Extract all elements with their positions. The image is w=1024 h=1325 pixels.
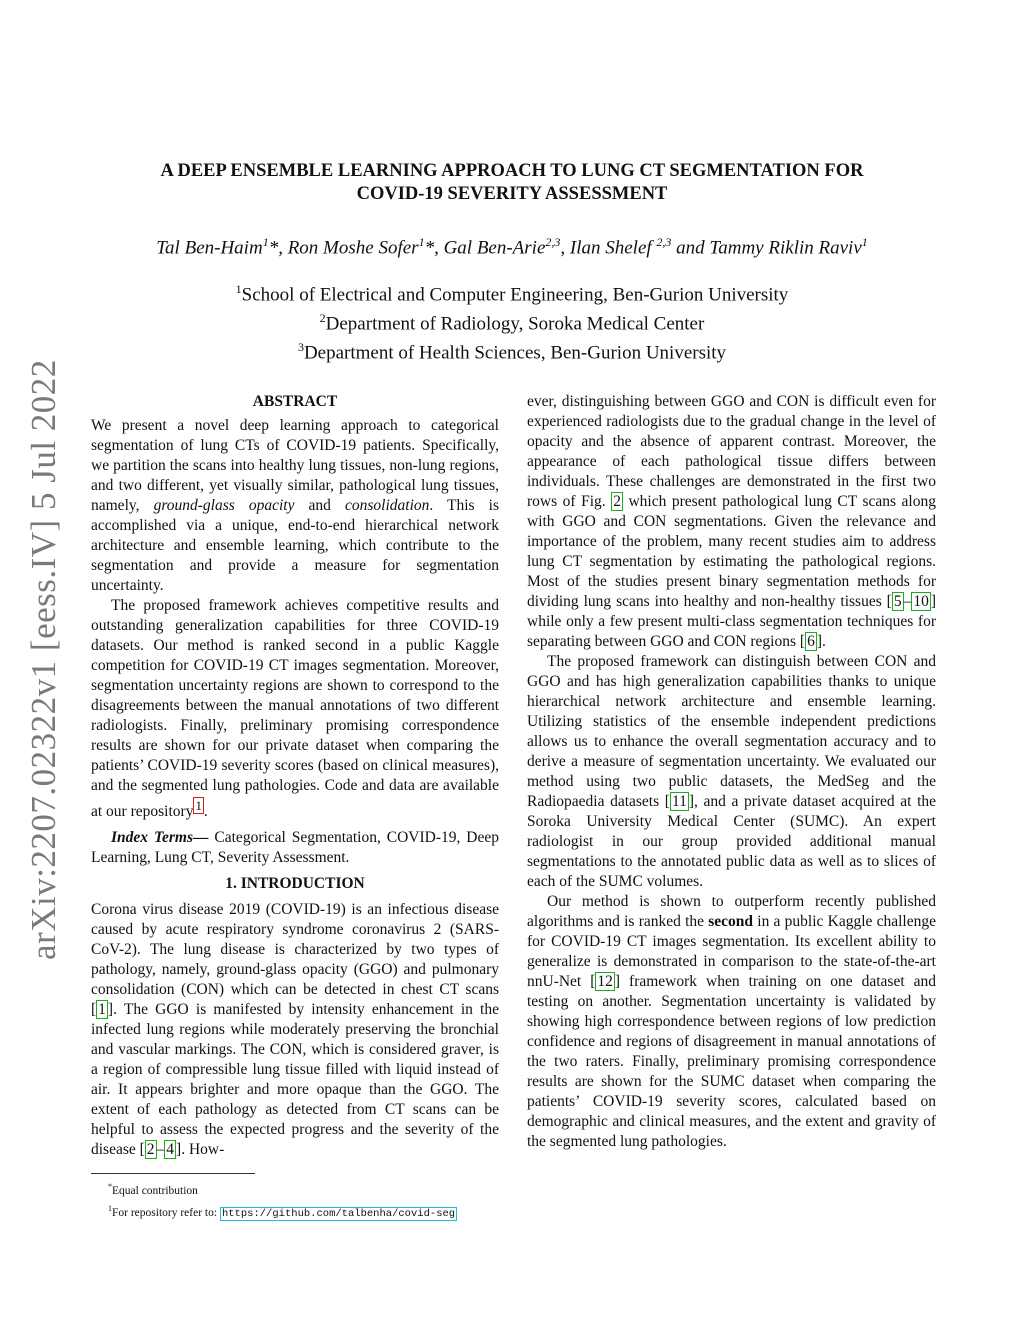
left-column	[91, 392, 499, 1160]
footnote-text: Equal contribution	[112, 1184, 198, 1197]
footnotes	[108, 1178, 528, 1223]
footnote-mark: 1	[108, 1203, 112, 1213]
author-sep: *,	[424, 237, 444, 259]
title-line-1: A DEEP ENSEMBLE LEARNING APPROACH TO LUNG CT SEGMENTATION FOR	[160, 161, 864, 181]
text-run: ].	[816, 633, 826, 650]
affiliation-1	[100, 278, 924, 307]
author-sep: and	[671, 237, 710, 259]
index-terms-text: Categorical Segmentation, COVID-19, Deep Learning, Lung CT, Severity Assessment.	[91, 829, 500, 867]
figure-link[interactable]: 2	[613, 493, 621, 510]
abstract-heading: ABSTRACT	[252, 393, 338, 410]
author-name: Ron Moshe Sofer	[287, 237, 419, 259]
strong-text: second	[708, 913, 754, 930]
author-sep: *,	[268, 237, 288, 259]
text-run: ]. The GGO is manifested by intensity enhancement in the infected lung regions while moderately preserving the bronchial and vascular markings. The CON, which is considered graver, is a region of compressible lung tissue filled with liquid instead of air. It appears brighter and more opaque than the GGO. The extent of each pathology as detected from CT scans can be helpful to assess the expected progress and the severity of the disease [	[91, 1001, 499, 1159]
author-name: Tal Ben-Haim	[156, 237, 263, 259]
text-run: Our method is shown to outperform recently published algorithms and is ranked the	[527, 893, 936, 930]
text-run: which present pathological lung CT scans along with GGO and CON segmentations. Given the relevance and importance of the problem, many recent studies aim to address lung CT segmentation by estimating the pathological regions. Most of the studies present binary segmentation methods for dividing lung scans into healthy and non-healthy tissues [	[527, 493, 936, 610]
affiliation-2	[100, 307, 924, 336]
citation-link[interactable]: 11	[671, 793, 687, 810]
title-line-2: COVID-19 SEVERITY ASSESSMENT	[356, 184, 668, 204]
text-run: The proposed framework can distinguish between CON and GGO and has high generalization capabilities thanks to unique hierarchical network architecture and ensemble learning. Utilizing statistics of the ensemble independent predictions allows us to enhance the overall segmentation accuracy and to derive a measure of segmentation uncertainty. We evaluated our method using two public datasets, the MedSeg and the Radiopaedia datasets [	[527, 653, 936, 810]
text-run: ] while only a few present multi-class segmentation techniques for separating between GGO and CON regions [	[527, 593, 936, 650]
text-run: and	[294, 497, 345, 514]
text-run: –	[156, 1141, 165, 1159]
author-name: Tammy Riklin Raviv	[709, 237, 862, 259]
affiliation-text: Department of Health Sciences, Ben-Gurion University	[303, 341, 727, 363]
text-run: We present a novel deep learning approach to categorical segmentation of lung CTs of COVID-19 patients. Specifically, we partition the scans into healthy lung tissues, non-lung regions, and two different, yet visually similar, pathological lung tissues, namely,	[91, 417, 499, 514]
abstract-paragraph-2	[91, 596, 499, 822]
author-affil-sup: 2,3	[656, 235, 672, 249]
author-affil-sup: 2,3	[545, 235, 561, 249]
paper-title	[100, 160, 924, 206]
footnote-link[interactable]: 1	[195, 798, 202, 813]
footnote-equal	[108, 1178, 528, 1200]
intro-paragraph-3	[527, 892, 936, 1152]
affiliation-sup: 1	[235, 282, 242, 296]
text-run: The proposed framework achieves competitive results and outstanding generalization capabilities for three COVID-19 datasets. Our method is ranked second in a public Kaggle competition for COVID-19 CT images segmentation. Moreover, segmentation uncertainty regions are shown to correspond to the disagreements between the manual annotations of two different radiologists. Finally, preliminary promising correspondence results are shown for our private dataset when comparing the patients’ COVID-19 severity scores (based on clinical measures), and the segmented lung pathologies. Code and data are available at our repository	[91, 597, 499, 821]
author-name: Ilan Shelef	[569, 237, 657, 259]
index-terms-label: Index Terms—	[111, 829, 209, 847]
text-run: –	[903, 593, 912, 610]
text-run: ]. How-	[176, 1141, 225, 1159]
intro-paragraph-1	[91, 900, 499, 1160]
author-affil-sup: 1	[262, 235, 269, 249]
emphasis: consolidation	[344, 497, 430, 514]
text-run: .	[203, 803, 208, 821]
affiliation-sup: 2	[319, 310, 326, 325]
citation-link[interactable]: 12	[597, 973, 613, 990]
introduction-heading: 1. INTRODUCTION	[225, 875, 365, 893]
intro-paragraph-2	[527, 652, 936, 892]
emphasis: ground-glass opacity	[153, 497, 295, 514]
affiliations	[100, 278, 924, 364]
right-column	[527, 392, 936, 1152]
abstract-paragraph-1	[91, 416, 499, 596]
footnote-repository	[108, 1200, 528, 1223]
footnote-mark: *	[108, 1182, 112, 1191]
author-sep: ,	[560, 237, 570, 259]
author-affil-sup: 1	[861, 235, 868, 249]
author-list	[60, 230, 964, 260]
affiliation-3	[100, 336, 924, 365]
citation-link[interactable]: 5	[893, 593, 902, 610]
author-affil-sup: 1	[418, 235, 425, 249]
text-run: ] framework when training on one dataset and testing on another. Segmentation uncertainty is validated by showing high correspondence between regions of low prediction confidence and regions of disagreement in manual annotations of the two raters. Finally, preliminary promising correspondence results are shown for the SUMC dataset when comparing the patients’ COVID-19 severity scores, calculated based on demographic and clinical measures, and the extent and gravity of the segmented lung pathologies.	[527, 973, 936, 1150]
citation-link[interactable]: 10	[913, 593, 929, 610]
text-run: ever, distinguishing between GGO and CON is difficult even for experienced radiologists due to the gradual change in the level of opacity and the absence of apparent contrast. Moreover, the appearance of each pathological tissue differs between individuals. These challenges are demonstrated in the first two rows of Fig.	[527, 393, 936, 510]
footnote-text: For repository refer to:	[112, 1206, 220, 1219]
citation-link[interactable]: 2	[146, 1141, 155, 1159]
index-terms	[91, 828, 499, 868]
intro-paragraph-1-continued	[527, 392, 936, 652]
affiliation-sup: 3	[297, 339, 304, 354]
footnote-rule	[91, 1173, 255, 1174]
repository-url-link[interactable]: https://github.com/talbenha/covid-seg	[221, 1207, 456, 1220]
text-run: in a public Kaggle challenge for COVID-19 CT images segmentation. Its excellent ability to generalize is demonstrated in comparison to the state-of-the-art nnU-Net [	[527, 913, 936, 990]
citation-link[interactable]: 4	[166, 1141, 175, 1159]
arxiv-identifier: arXiv:2207.02322v1 [eess.IV] 5 Jul 2022	[24, 359, 63, 960]
affiliation-text: Department of Radiology, Soroka Medical Center	[325, 313, 705, 335]
citation-link[interactable]: 1	[98, 1001, 106, 1019]
affiliation-text: School of Electrical and Computer Engineering, Ben-Gurion University	[241, 284, 789, 306]
text-run: Corona virus disease 2019 (COVID-19) is an infectious disease caused by acute respiratory syndrome coronavirus 2 (SARS-CoV-2). The lung disease is characterized by two types of pathology, namely, ground-glass opacity (GGO) and pulmonary consolidation (CON) which can be detected in chest CT scans [	[91, 901, 499, 1019]
citation-link[interactable]: 6	[807, 633, 815, 650]
text-run: . This is accomplished via a unique, end-to-end hierarchical network architecture and ensemble learning, which contribute to the segmentation and provide a measure for segmentation uncertainty.	[91, 497, 499, 594]
author-name: Gal Ben-Arie	[443, 237, 546, 259]
text-run: ], and a private dataset acquired at the Soroka University Medical Center (SUMC). An expert radiologist in our group provided additional manual segmentations to the annotated public data as well as to slices of each of the SUMC volumes.	[527, 793, 937, 890]
